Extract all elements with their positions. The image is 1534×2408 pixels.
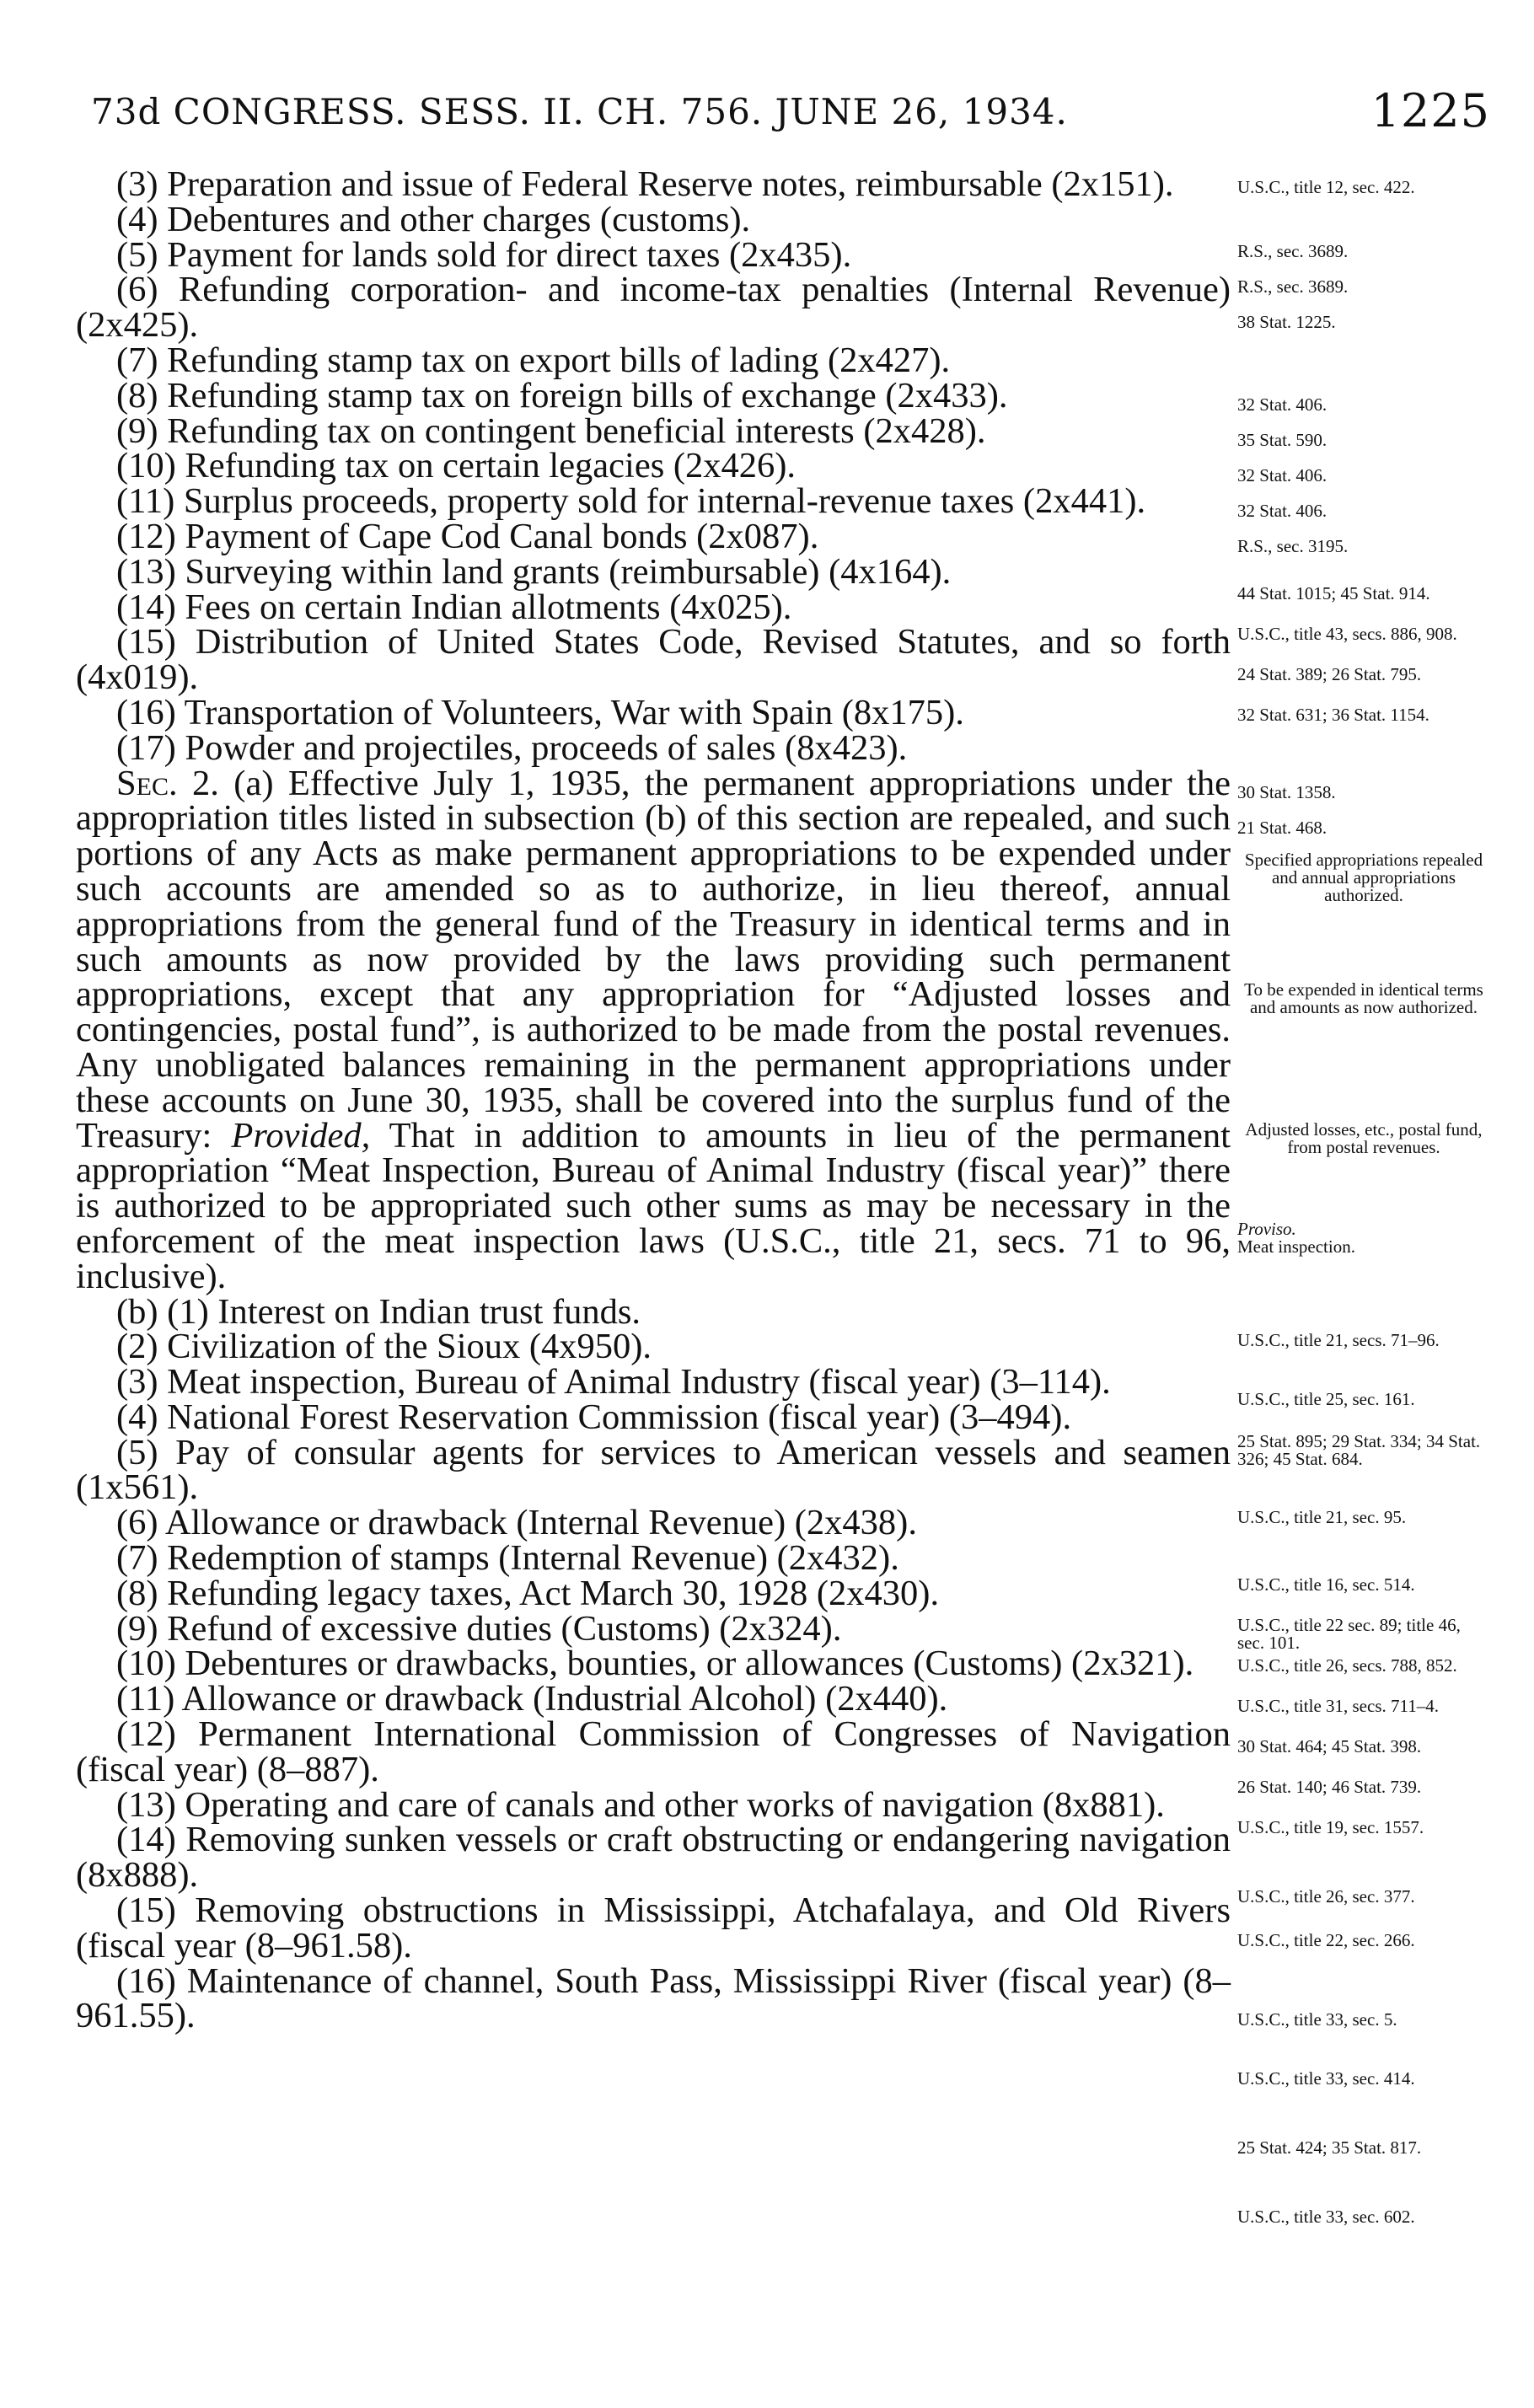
- paragraph: (10) Refunding tax on certain legacies (2x426).: [116, 446, 796, 486]
- paragraph: (12) Payment of Cape Cod Canal bonds (2x087).: [116, 516, 819, 556]
- side-heading: Specified appropriations repealed and annual appropriations authorized.: [1244, 850, 1483, 905]
- paragraph: (2) Civilization of the Sioux (4x950).: [116, 1327, 652, 1367]
- margin-notes: [1237, 0, 1490, 2408]
- margin-citation: 24 Stat. 389; 26 Stat. 795.: [1237, 664, 1422, 684]
- paragraph: (6) Refunding corporation- and income-tax penalties (Internal Revenue) (2x425).: [76, 270, 1231, 346]
- margin-citation: U.S.C., title 21, secs. 71–96.: [1237, 1330, 1440, 1350]
- paragraph: (14) Fees on certain Indian allotments (4x025).: [116, 587, 792, 627]
- side-heading: To be expended in identical terms and amounts as now authorized.: [1244, 979, 1483, 1017]
- section-label: Sec. 2.: [116, 763, 219, 803]
- margin-citation: R.S., sec. 3689.: [1237, 276, 1349, 297]
- page-number: 1225: [1370, 84, 1490, 137]
- section-2-paragraph: [76, 763, 1231, 1296]
- paragraph: (13) Operating and care of canals and other works of navigation (8x881).: [116, 1784, 1165, 1825]
- paragraph: (b) (1) Interest on Indian trust funds.: [116, 1291, 641, 1332]
- margin-citation: 32 Stat. 406.: [1237, 394, 1328, 415]
- margin-citation: 44 Stat. 1015; 45 Stat. 914.: [1237, 583, 1430, 603]
- margin-citation: U.S.C., title 31, secs. 711–4.: [1237, 1696, 1439, 1716]
- paragraph: (7) Redemption of stamps (Internal Revenue) (2x432).: [116, 1538, 899, 1579]
- proviso-label: Proviso.: [1237, 1219, 1296, 1239]
- margin-citation: 26 Stat. 140; 46 Stat. 739.: [1237, 1777, 1422, 1797]
- margin-citation: 30 Stat. 1358.: [1237, 782, 1336, 802]
- paragraph: (16) Transportation of Volunteers, War with Spain (8x175).: [116, 692, 964, 732]
- margin-citation: U.S.C., title 33, sec. 414.: [1237, 2068, 1415, 2089]
- paragraph: (10) Debentures or drawbacks, bounties, or allowances (Customs) (2x321).: [116, 1644, 1194, 1684]
- paragraph: (4) National Forest Reservation Commission (fiscal year) (3–494).: [116, 1397, 1072, 1437]
- margin-citation: 25 Stat. 424; 35 Stat. 817.: [1237, 2137, 1422, 2158]
- paragraph: (15) Removing obstructions in Mississippi, Atchafalaya, and Old Rivers (fiscal year (8–961.58).: [76, 1890, 1231, 1966]
- proviso-note: [1237, 1220, 1490, 1256]
- margin-citation: U.S.C., title 12, sec. 422.: [1237, 177, 1415, 197]
- margin-citation: U.S.C., title 26, secs. 788, 852.: [1237, 1655, 1457, 1676]
- paragraph: (5) Pay of consular agents for services to American vessels and seamen (1x561).: [76, 1432, 1231, 1508]
- margin-citation: 32 Stat. 406.: [1237, 465, 1328, 485]
- margin-citation: U.S.C., title 19, sec. 1557.: [1237, 1817, 1424, 1837]
- margin-citation: 25 Stat. 895; 29 Stat. 334; 34 Stat. 326; 45 Stat. 684.: [1237, 1431, 1481, 1469]
- paragraph: (16) Maintenance of channel, South Pass, Mississippi River (fiscal year) (8–961.55).: [76, 1960, 1231, 2036]
- margin-citation: 32 Stat. 406.: [1237, 501, 1328, 521]
- margin-citation: U.S.C., title 43, secs. 886, 908.: [1237, 624, 1457, 644]
- margin-citation: U.S.C., title 25, sec. 161.: [1237, 1389, 1415, 1409]
- margin-citation: U.S.C., title 22, sec. 266.: [1237, 1930, 1415, 1950]
- paragraph: (13) Surveying within land grants (reimbursable) (4x164).: [116, 551, 952, 592]
- margin-citation: U.S.C., title 16, sec. 514.: [1237, 1574, 1415, 1595]
- running-head: 73d CONGRESS. SESS. II. CH. 756. JUNE 26, 1934.: [91, 91, 1068, 132]
- body-text: [76, 164, 1231, 2036]
- paragraph: (9) Refunding tax on contingent beneficial interests (2x428).: [116, 410, 986, 451]
- paragraph: (4) Debentures and other charges (customs).: [116, 199, 751, 239]
- margin-citation: 21 Stat. 468.: [1237, 818, 1328, 838]
- paragraph: (8) Refunding stamp tax on foreign bills of exchange (2x433).: [116, 375, 1008, 416]
- margin-citation: 38 Stat. 1225.: [1237, 312, 1336, 332]
- paragraph: (3) Meat inspection, Bureau of Animal Industry (fiscal year) (3–114).: [116, 1362, 1111, 1402]
- paragraph: (15) Distribution of United States Code, Revised Statutes, and so forth (4x019).: [76, 622, 1231, 698]
- section-text-continued: That in addition to amounts in lieu of the permanent appropriation “Meat Inspection, Bureau of Animal Industry (fiscal year)” there is authorized to be appropriated such other sums as may be necessary in the enforcement of the meat inspection laws (U.S.C., title 21, secs. 71 to 96, inclusive).: [76, 1115, 1231, 1296]
- paragraph: (9) Refund of excessive duties (Customs) (2x324).: [116, 1608, 842, 1649]
- paragraph: (6) Allowance or drawback (Internal Revenue) (2x438).: [116, 1503, 917, 1543]
- proviso-word: Provided,: [231, 1115, 371, 1156]
- paragraph: (5) Payment for lands sold for direct taxes (2x435).: [116, 234, 852, 275]
- margin-citation: U.S.C., title 33, sec. 602.: [1237, 2207, 1415, 2227]
- paragraph: (11) Allowance or drawback (Industrial Alcohol) (2x440).: [116, 1679, 948, 1719]
- margin-citation: 35 Stat. 590.: [1237, 430, 1328, 450]
- section-text: (a) Effective July 1, 1935, the permanent appropriations under the appropriation titles listed in subsection (b) of this section are repealed, and such portions of any Acts as make permanent appropriations to be expended under such accounts are amended so as to authorize, in lieu thereof, annual appropriations from the general fund of the Treasury in identical terms and in such amounts as now provided by the laws providing such permanent appropriations, except that any appropriation for “Adjusted losses and contingencies, postal fund”, is authorized to be made from the postal revenues. Any unobligated balances remaining in the permanent appropriations under these accounts on June 30, 1935, shall be covered into the surplus fund of the Treasury:: [76, 763, 1231, 1156]
- margin-citation: U.S.C., title 33, sec. 5.: [1237, 2009, 1397, 2030]
- paragraph: (12) Permanent International Commission of Congresses of Navigation (fiscal year) (8–887).: [76, 1714, 1231, 1789]
- paragraph: (3) Preparation and issue of Federal Reserve notes, reimbursable (2x151).: [116, 164, 1174, 204]
- margin-citation: U.S.C., title 21, sec. 95.: [1237, 1507, 1407, 1527]
- side-heading: Meat inspection.: [1237, 1236, 1355, 1257]
- side-heading: Adjusted losses, etc., postal fund, from postal revenues.: [1245, 1119, 1483, 1157]
- paragraph: (17) Powder and projectiles, proceeds of sales (8x423).: [116, 727, 908, 768]
- paragraph: (11) Surplus proceeds, property sold for internal-revenue taxes (2x441).: [116, 481, 1146, 522]
- paragraph: (8) Refunding legacy taxes, Act March 30, 1928 (2x430).: [116, 1573, 940, 1613]
- paragraph: (7) Refunding stamp tax on export bills of lading (2x427).: [116, 340, 951, 380]
- margin-citation: U.S.C., title 26, sec. 377.: [1237, 1886, 1415, 1907]
- paragraph: (14) Removing sunken vessels or craft obstructing or endangering navigation (8x888).: [76, 1820, 1231, 1896]
- margin-citation: 32 Stat. 631; 36 Stat. 1154.: [1237, 705, 1429, 725]
- margin-citation: R.S., sec. 3689.: [1237, 241, 1349, 261]
- margin-citation: U.S.C., title 22 sec. 89; title 46, sec. 101.: [1237, 1615, 1461, 1653]
- margin-citation: 30 Stat. 464; 45 Stat. 398.: [1237, 1736, 1422, 1756]
- margin-citation: R.S., sec. 3195.: [1237, 536, 1349, 556]
